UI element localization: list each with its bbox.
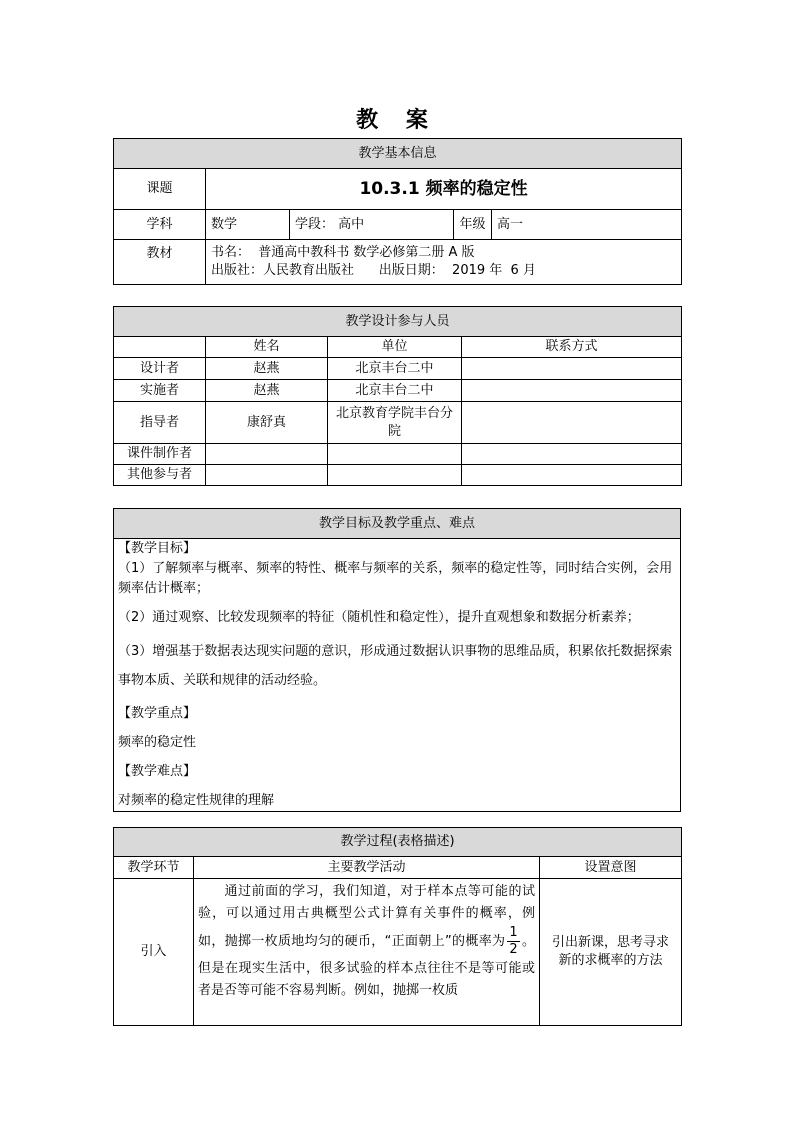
table-row: [114, 444, 682, 465]
objectives-table: [113, 508, 681, 812]
staff-unit: 北京丰台二中: [328, 380, 462, 402]
staff-col-blank: [114, 337, 206, 358]
staff-role: 设计者: [114, 358, 206, 380]
staff-name: 赵燕: [206, 380, 328, 402]
table-row: [114, 465, 682, 486]
staff-col-unit: 单位: [328, 337, 462, 358]
staff-name: 康舒真: [206, 402, 328, 444]
stage-cell: [290, 210, 454, 240]
goal-3: （3）增强基于数据表达现实问题的意识，形成通过数据认识事物的思维品质，积累依托数据探索事物本质、关联和规律的活动经验。: [118, 644, 673, 688]
table-row: [114, 402, 682, 444]
staff-table: [113, 306, 682, 486]
subject-label: 学科: [114, 210, 206, 240]
staff-contact: [462, 358, 682, 380]
textbook-label: 教材: [114, 240, 206, 285]
table-row: [114, 380, 682, 402]
activity-text-2: 。但是在现实生活中，很多试验的样本点往往不是等可能或者是否等可能不容易判断。例如，抛掷一枚质: [198, 934, 535, 998]
staff-role: 其他参与者: [114, 465, 206, 486]
staff-role: 课件制作者: [114, 444, 206, 465]
staff-role: 指导者: [114, 402, 206, 444]
fraction-one-half: [507, 925, 519, 958]
difficulty-title: 【教学难点】: [118, 764, 197, 779]
staff-contact: [462, 402, 682, 444]
staff-contact: [462, 444, 682, 465]
grade-label: 年级: [454, 210, 492, 240]
staff-col-name: 姓名: [206, 337, 328, 358]
staff-role: 实施者: [114, 380, 206, 402]
grade-value: 高一: [492, 210, 682, 240]
staff-unit: 北京丰台二中: [328, 358, 462, 380]
row-stage: 引入: [114, 879, 194, 1026]
topic-value: 10.3.1 频率的稳定性: [206, 169, 682, 210]
row-activity: [194, 879, 540, 1026]
staff-unit: [328, 465, 462, 486]
table-row: [114, 879, 682, 1026]
textbook-publisher-line: 出版社：人民教育出版社 出版日期： 2019 年 6 月: [211, 263, 536, 278]
process-table: [113, 827, 682, 1026]
key-text: 频率的稳定性: [118, 735, 197, 750]
stage-label: 学段：: [295, 216, 335, 232]
staff-unit: 北京教育学院丰台分院: [328, 402, 462, 444]
key-title: 【教学重点】: [118, 706, 197, 721]
objectives-header: 教学目标及教学重点、难点: [114, 509, 681, 539]
staff-name: [206, 465, 328, 486]
staff-name: 赵燕: [206, 358, 328, 380]
staff-unit: [328, 444, 462, 465]
col-intent: 设置意图: [540, 857, 682, 879]
staff-contact: [462, 380, 682, 402]
staff-contact: [462, 465, 682, 486]
process-header: 教学过程(表格描述): [114, 828, 682, 857]
row-intent: 引出新课，思考寻求新的求概率的方法: [540, 879, 682, 1026]
table-row: [114, 358, 682, 380]
objectives-body: [114, 539, 681, 812]
goal-1: （1）了解频率与概率、频率的特性、概率与频率的关系，频率的稳定性等，同时结合实例，会用频率估计概率；: [118, 561, 673, 596]
document-title: 教 案: [356, 108, 438, 133]
subject-value: 数学: [206, 210, 290, 240]
staff-col-contact: 联系方式: [462, 337, 682, 358]
basic-info-header: 教学基本信息: [114, 139, 682, 169]
goal-title: 【教学目标】: [118, 541, 197, 556]
staff-header: 教学设计参与人员: [114, 307, 682, 337]
col-stage: 教学环节: [114, 857, 194, 879]
basic-info-table: [113, 138, 682, 285]
textbook-name-line: 书名： 普通高中教科书 数学必修第二册 A 版: [211, 245, 475, 260]
fraction-numerator: 1: [509, 925, 518, 940]
topic-label: 课题: [114, 169, 206, 210]
textbook-info: [206, 240, 682, 285]
goal-2: （2）通过观察、比较发现频率的特征（随机性和稳定性），提升直观想象和数据分析素养；: [118, 610, 640, 625]
difficulty-text: 对频率的稳定性规律的理解: [118, 793, 275, 808]
stage-value: 高中: [338, 216, 365, 232]
activity-text-1: 通过前面的学习，我们知道，对于样本点等可能的试验，可以通过用古典概型公式计算有关事件的概率，例如，抛掷一枚质地均匀的硬币，“正面朝上”的概率为: [198, 884, 535, 949]
fraction-denominator: 2: [509, 942, 518, 957]
col-activity: 主要教学活动: [194, 857, 540, 879]
staff-name: [206, 444, 328, 465]
